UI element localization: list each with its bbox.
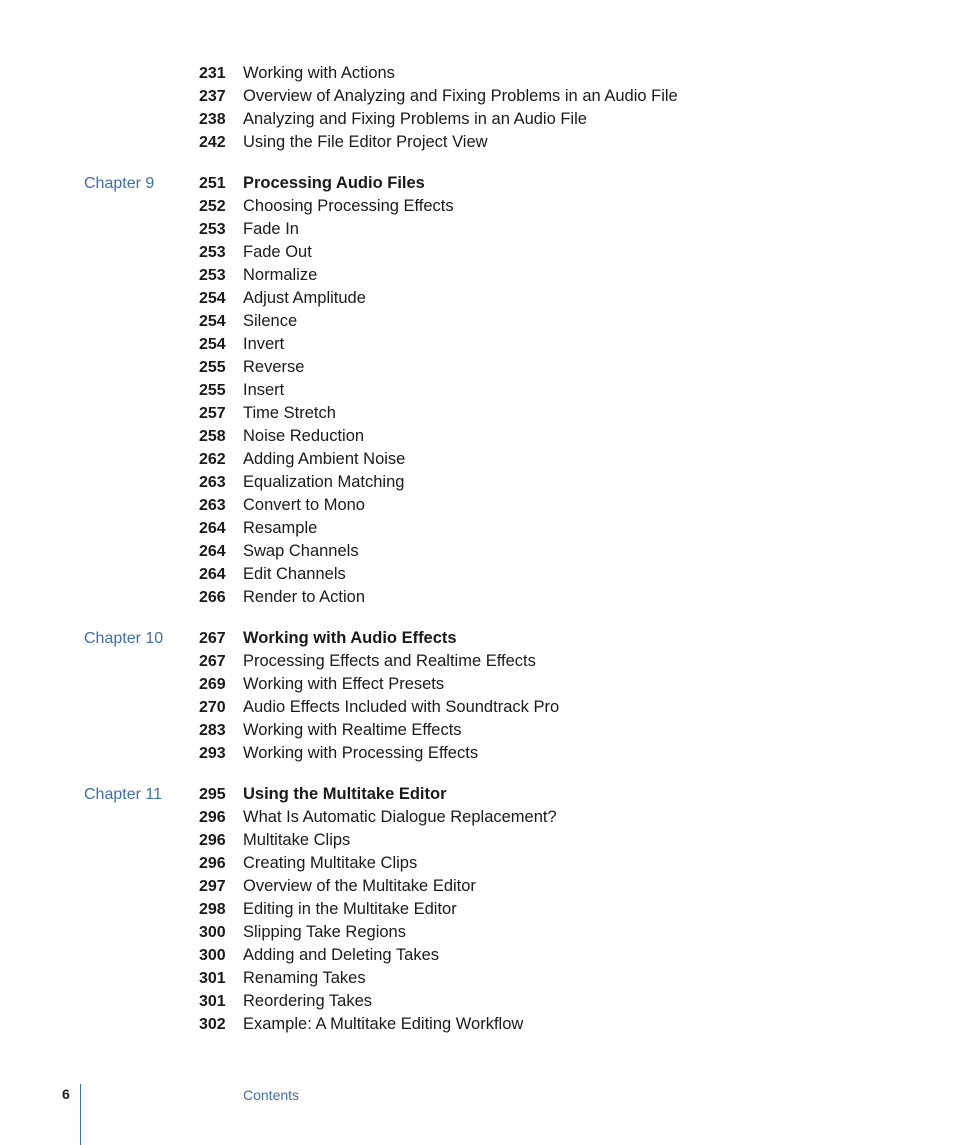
toc-entry-title: Working with Audio Effects bbox=[243, 629, 457, 647]
toc-page-number: 266 bbox=[199, 589, 226, 606]
toc-page-number: 254 bbox=[199, 336, 226, 353]
toc-entry[interactable] bbox=[0, 471, 954, 494]
toc-entry[interactable] bbox=[0, 696, 954, 719]
toc-entry[interactable] bbox=[0, 517, 954, 540]
toc-entry-title: What Is Automatic Dialogue Replacement? bbox=[243, 808, 557, 826]
toc-entry[interactable] bbox=[0, 425, 954, 448]
page-number: 6 bbox=[62, 1086, 70, 1102]
toc-entry-title: Noise Reduction bbox=[243, 427, 365, 445]
toc-entry-title: Reverse bbox=[243, 358, 305, 376]
toc-page-number: 237 bbox=[199, 88, 226, 105]
toc-entry-title: Example: A Multitake Editing Workflow bbox=[243, 1015, 524, 1033]
toc-page-number: 267 bbox=[199, 653, 226, 670]
toc-entry[interactable] bbox=[0, 402, 954, 425]
toc-entry[interactable] bbox=[0, 310, 954, 333]
toc-page-number: 300 bbox=[199, 947, 226, 964]
toc-entry-title: Invert bbox=[243, 335, 285, 353]
toc-page-number: 293 bbox=[199, 745, 226, 762]
toc-entry[interactable] bbox=[0, 921, 954, 944]
continued-group bbox=[0, 62, 954, 154]
toc-page-number: 253 bbox=[199, 244, 226, 261]
toc-entry-title: Creating Multitake Clips bbox=[243, 854, 418, 872]
toc-entry[interactable] bbox=[0, 944, 954, 967]
toc-page-number: 255 bbox=[199, 382, 226, 399]
toc-entry[interactable] bbox=[0, 586, 954, 609]
toc-entry[interactable] bbox=[0, 673, 954, 696]
toc-page-number: 264 bbox=[199, 566, 226, 583]
toc-page-number: 264 bbox=[199, 520, 226, 537]
toc-page-number: 257 bbox=[199, 405, 226, 422]
toc-entry-title: Edit Channels bbox=[243, 565, 346, 583]
toc-entry[interactable] bbox=[0, 563, 954, 586]
toc-entry[interactable] bbox=[0, 356, 954, 379]
toc-entry-title: Multitake Clips bbox=[243, 831, 351, 849]
toc-page-number: 254 bbox=[199, 290, 226, 307]
toc-entry[interactable] bbox=[0, 967, 954, 990]
toc-entry-title: Using the Multitake Editor bbox=[243, 785, 447, 803]
toc-entry-title: Convert to Mono bbox=[243, 496, 365, 514]
toc-entry-title: Normalize bbox=[243, 266, 318, 284]
toc-page-number: 267 bbox=[199, 630, 226, 647]
toc-entry[interactable] bbox=[0, 85, 954, 108]
toc-entry[interactable] bbox=[0, 108, 954, 131]
toc-page-number: 263 bbox=[199, 474, 226, 491]
toc-entry-title: Slipping Take Regions bbox=[243, 923, 406, 941]
toc-page-number: 300 bbox=[199, 924, 226, 941]
toc-page-number: 283 bbox=[199, 722, 226, 739]
toc-entry[interactable] bbox=[0, 650, 954, 673]
toc-entry-title: Working with Effect Presets bbox=[243, 675, 445, 693]
toc-entry[interactable] bbox=[0, 195, 954, 218]
toc-page-number: 254 bbox=[199, 313, 226, 330]
toc-entry-title: Fade Out bbox=[243, 243, 312, 261]
toc-page-number: 296 bbox=[199, 809, 226, 826]
toc-entry-title: Swap Channels bbox=[243, 542, 359, 560]
toc-page-number: 302 bbox=[199, 1016, 226, 1033]
toc-entry[interactable] bbox=[0, 742, 954, 765]
toc-page-number: 270 bbox=[199, 699, 226, 716]
toc-page-number: 231 bbox=[199, 65, 226, 82]
toc-page-number: 263 bbox=[199, 497, 226, 514]
toc-entry[interactable] bbox=[0, 333, 954, 356]
toc-page-number: 255 bbox=[199, 359, 226, 376]
toc-entry-title: Fade In bbox=[243, 220, 299, 238]
toc-page-number: 297 bbox=[199, 878, 226, 895]
toc-entry[interactable] bbox=[0, 264, 954, 287]
toc-entry-title: Reordering Takes bbox=[243, 992, 373, 1010]
toc-entry-title: Silence bbox=[243, 312, 298, 330]
toc-entry-title: Adding and Deleting Takes bbox=[243, 946, 440, 964]
toc-page-number: 252 bbox=[199, 198, 226, 215]
chapter-heading-row[interactable] bbox=[0, 172, 954, 195]
toc-entry[interactable] bbox=[0, 540, 954, 563]
toc-entry-title: Working with Realtime Effects bbox=[243, 721, 462, 739]
chapter-group bbox=[0, 627, 954, 765]
toc-page-number: 264 bbox=[199, 543, 226, 560]
toc-entry[interactable] bbox=[0, 875, 954, 898]
toc-page-number: 258 bbox=[199, 428, 226, 445]
toc-page-number: 253 bbox=[199, 221, 226, 238]
chapter-label: Chapter 9 bbox=[84, 175, 155, 192]
toc-page-number: 295 bbox=[199, 786, 226, 803]
toc-page-number: 301 bbox=[199, 993, 226, 1010]
toc-page-number: 242 bbox=[199, 134, 226, 151]
toc-page-number: 296 bbox=[199, 832, 226, 849]
footer-section-label: Contents bbox=[243, 1087, 300, 1103]
toc-entry[interactable] bbox=[0, 131, 954, 154]
toc-entry-title: Render to Action bbox=[243, 588, 365, 606]
toc-entry-title: Resample bbox=[243, 519, 318, 537]
toc-entry[interactable] bbox=[0, 241, 954, 264]
toc-entry[interactable] bbox=[0, 806, 954, 829]
toc-page-number: 251 bbox=[199, 175, 226, 192]
toc-entry-title: Equalization Matching bbox=[243, 473, 405, 491]
toc-page-number: 296 bbox=[199, 855, 226, 872]
toc-entry-title: Editing in the Multitake Editor bbox=[243, 900, 457, 918]
toc-entry-title: Working with Actions bbox=[243, 64, 395, 82]
table-of-contents bbox=[0, 62, 954, 1054]
toc-entry-title: Processing Audio Files bbox=[243, 174, 425, 192]
chapter-group bbox=[0, 783, 954, 1036]
chapter-label: Chapter 11 bbox=[84, 786, 162, 803]
toc-entry-title: Adding Ambient Noise bbox=[243, 450, 406, 468]
chapter-heading-row[interactable] bbox=[0, 783, 954, 806]
toc-entry[interactable] bbox=[0, 448, 954, 471]
toc-entry-title: Insert bbox=[243, 381, 285, 399]
toc-entry[interactable] bbox=[0, 898, 954, 921]
toc-entry[interactable] bbox=[0, 852, 954, 875]
toc-entry[interactable] bbox=[0, 379, 954, 402]
toc-page-number: 253 bbox=[199, 267, 226, 284]
toc-entry-title: Adjust Amplitude bbox=[243, 289, 366, 307]
chapter-group bbox=[0, 172, 954, 609]
toc-entry-title: Renaming Takes bbox=[243, 969, 366, 987]
toc-entry-title: Processing Effects and Realtime Effects bbox=[243, 652, 536, 670]
toc-page-number: 262 bbox=[199, 451, 226, 468]
toc-page-number: 238 bbox=[199, 111, 226, 128]
toc-entry-title: Analyzing and Fixing Problems in an Audio File bbox=[243, 110, 587, 128]
toc-entry-title: Using the File Editor Project View bbox=[243, 133, 488, 151]
footer-divider bbox=[80, 1084, 81, 1145]
toc-page-number: 269 bbox=[199, 676, 226, 693]
toc-entry[interactable] bbox=[0, 218, 954, 241]
toc-entry-title: Working with Processing Effects bbox=[243, 744, 479, 762]
toc-entry-title: Audio Effects Included with Soundtrack Pro bbox=[243, 698, 560, 716]
toc-entry[interactable] bbox=[0, 1013, 954, 1036]
chapter-label: Chapter 10 bbox=[84, 630, 164, 647]
toc-entry[interactable] bbox=[0, 829, 954, 852]
chapter-heading-row[interactable] bbox=[0, 627, 954, 650]
toc-entry-title: Time Stretch bbox=[243, 404, 336, 422]
toc-page-number: 298 bbox=[199, 901, 226, 918]
toc-entry-title: Overview of Analyzing and Fixing Problems in an Audio File bbox=[243, 87, 678, 105]
toc-entry-title: Choosing Processing Effects bbox=[243, 197, 454, 215]
toc-entry[interactable] bbox=[0, 287, 954, 310]
toc-entry[interactable] bbox=[0, 990, 954, 1013]
toc-entry[interactable] bbox=[0, 62, 954, 85]
toc-entry[interactable] bbox=[0, 494, 954, 517]
toc-entry-title: Overview of the Multitake Editor bbox=[243, 877, 476, 895]
toc-entry[interactable] bbox=[0, 719, 954, 742]
toc-page-number: 301 bbox=[199, 970, 226, 987]
